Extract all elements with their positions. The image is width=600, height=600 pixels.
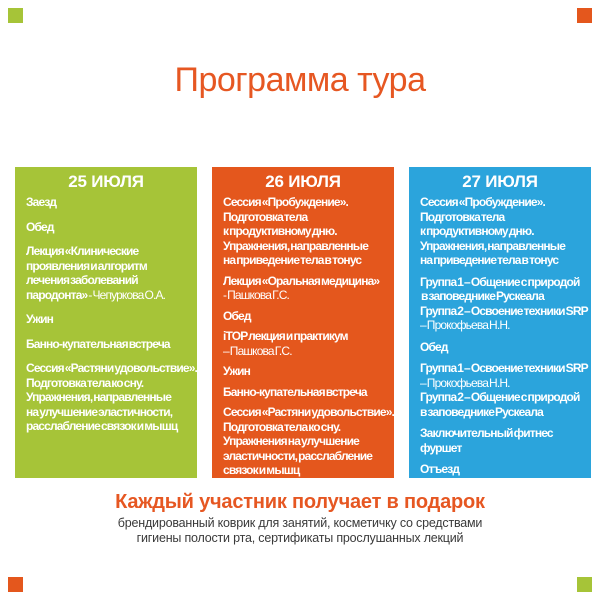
program-item-text: Обед — [223, 308, 251, 323]
program-item-text: Отъезд — [420, 462, 460, 476]
program-item-person: – Пашкова Г.С. — [223, 343, 292, 358]
program-item-text: Группа 1 – Освоение техники SRP — [420, 361, 588, 375]
program-item-text: Обед — [26, 219, 54, 234]
footer-body: брендированный коврик для занятий, косметичку со средствами гигиены полости рта, сертификаты прослушанных лекций — [117, 516, 483, 545]
program-item — [26, 337, 197, 352]
column-date: 25 ИЮЛЯ — [68, 172, 144, 191]
program-item — [223, 364, 394, 379]
program-item-text: Заключительный фитнес фуршет — [420, 426, 553, 455]
program-item — [26, 312, 197, 327]
corner-square-bottom-right — [577, 577, 592, 592]
program-item-text: Сессия «Растяни удовольствие». Подготовка тела ко сну. Упражнения, направленные на улучшение эластичности, расслабление связок и мышц — [26, 361, 197, 433]
program-item-text: Сессия «Пробуждение». Подготовка тела к продуктивному дню. Упражнения, направленные на приведение тела в тонус — [223, 195, 369, 267]
corner-square-bottom-left — [8, 577, 23, 592]
program-item-text: Группа 2 – Общение с природой в заповеднике Рускеала — [420, 390, 580, 419]
program-item — [420, 275, 591, 333]
program-columns — [15, 167, 591, 478]
program-item-person: - Чепуркова О.А. — [87, 287, 166, 302]
program-item-text: Заезд — [26, 195, 57, 209]
program-item-text: Обед — [420, 339, 448, 354]
day-column-1 — [15, 167, 197, 478]
day-column-3 — [409, 167, 591, 478]
program-item — [420, 426, 591, 455]
program-item-text: Банно-купательная встреча — [26, 336, 170, 351]
program-item-text: Группа 1 – Общение с природой в заповеднике Рускеала Группа 2 – Освоение техники SRP — [420, 274, 588, 318]
program-item-text: Ужин — [223, 364, 251, 378]
column-date: 26 ИЮЛЯ — [265, 172, 341, 191]
program-item — [223, 405, 394, 478]
program-item — [223, 195, 394, 268]
program-item — [420, 340, 591, 355]
program-item — [26, 220, 197, 235]
program-item — [26, 244, 197, 302]
program-item-text: Сессия «Растяни удовольствие». Подготовка тела ко сну. Упражнения на улучшение эластичности, расслабление связок и мышц — [223, 405, 394, 477]
column-date: 27 ИЮЛЯ — [462, 172, 538, 191]
program-item-text: Ужин — [26, 312, 54, 326]
program-item — [223, 385, 394, 400]
program-item-person: – Прокофьева Н.Н. — [420, 375, 510, 390]
program-item — [26, 361, 197, 434]
program-item — [420, 462, 591, 477]
program-item-text: iTOP лекция и практикум — [223, 329, 348, 343]
program-item — [223, 274, 394, 303]
corner-square-top-right — [577, 8, 592, 23]
program-item-text: Сессия «Пробуждение». Подготовка тела к продуктивному дню. Упражнения, направленные на приведение тела в тонус — [420, 195, 566, 267]
program-item-text: Банно-купательная встреча — [223, 384, 367, 399]
corner-square-top-left — [8, 8, 23, 23]
program-item-person: – Прокофьева Н.Н. — [420, 318, 510, 332]
program-item — [26, 195, 197, 210]
program-item — [420, 361, 591, 419]
program-item — [223, 329, 394, 358]
program-item — [223, 309, 394, 324]
program-item-person: - Пашкова Г.С. — [223, 288, 290, 302]
footer-heading: Каждый участник получает в подарок — [115, 491, 485, 513]
program-item-text: Лекция «Клинические проявления и алгоритм лечения заболеваний пародонта» — [26, 244, 147, 302]
program-item-text: Лекция «Оральная медицина» — [223, 273, 380, 288]
program-item — [420, 195, 591, 268]
day-column-2 — [212, 167, 394, 478]
page-title: Программа тура — [174, 61, 426, 99]
